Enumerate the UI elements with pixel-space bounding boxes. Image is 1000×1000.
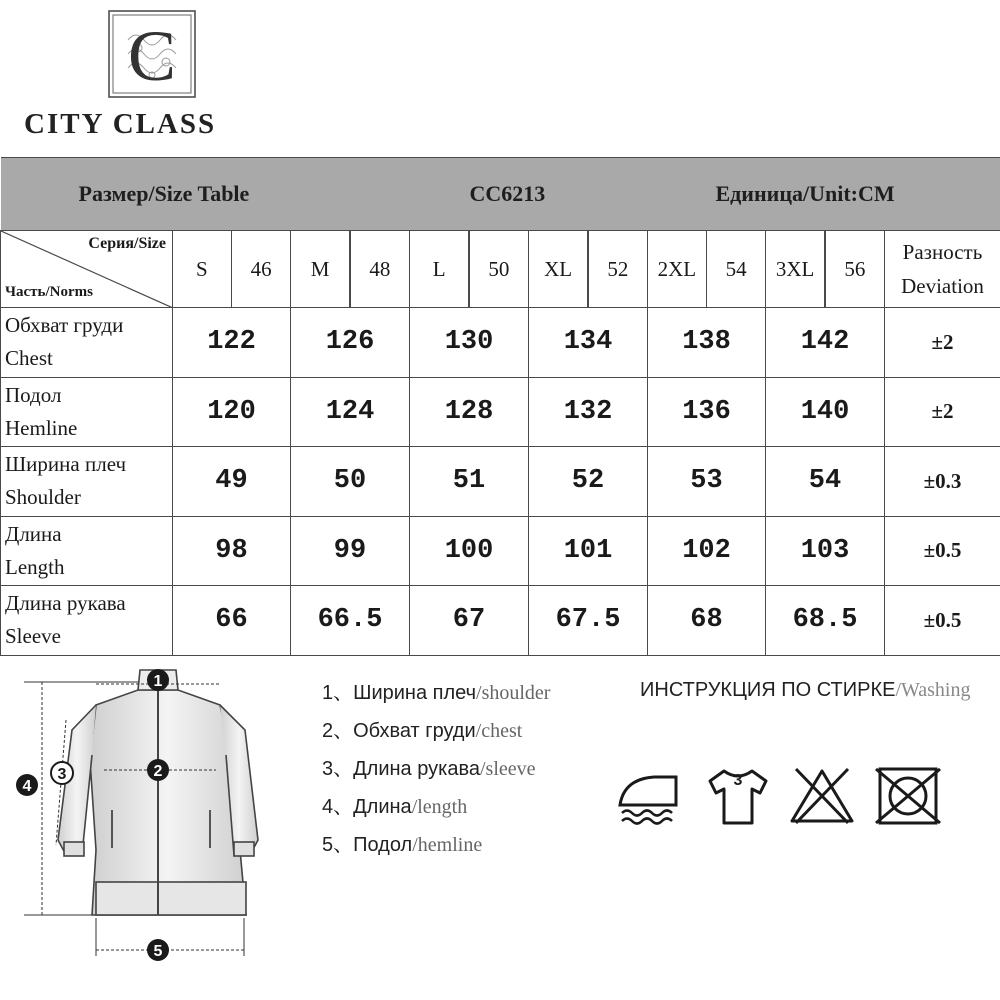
table-title: Размер/Size Table xyxy=(1,158,410,231)
legend-item xyxy=(322,678,602,716)
size-head-l xyxy=(410,231,529,308)
size-number: 48 xyxy=(369,256,391,281)
marker-4 xyxy=(16,774,38,796)
washing-title-ru: ИНСТРУКЦИЯ ПО СТИРКЕ xyxy=(640,679,896,701)
no-bleach-icon xyxy=(786,765,858,827)
no-tumble-dry-icon xyxy=(872,765,944,827)
wash-temp-label: 3 xyxy=(733,772,743,789)
row-label-en: Shoulder xyxy=(5,485,81,510)
table-cell: 102 xyxy=(648,516,766,586)
table-cell: 120 xyxy=(173,377,291,447)
washing-title xyxy=(640,679,971,702)
table-row-hemline xyxy=(1,377,1000,447)
size-number: 52 xyxy=(607,256,629,281)
size-head-xl xyxy=(529,231,648,308)
row-label-en: Chest xyxy=(5,346,53,371)
table-cell: 132 xyxy=(529,377,648,447)
table-cell: 103 xyxy=(766,516,885,586)
row-label xyxy=(1,586,173,656)
model-number: CC6213 xyxy=(410,158,648,231)
table-cell: 68 xyxy=(648,586,766,656)
svg-text:4: 4 xyxy=(22,778,32,795)
row-label-ru: Обхват груди xyxy=(5,313,124,338)
svg-text:2: 2 xyxy=(153,763,163,780)
table-cell: 99 xyxy=(291,516,410,586)
table-cell: 140 xyxy=(766,377,885,447)
legend-ru: Ширина плеч xyxy=(353,682,477,704)
measurement-legend xyxy=(322,678,602,868)
corner-norms-label: Часть/Norms xyxy=(5,284,93,300)
corner-series-label: Серия/Size xyxy=(88,235,166,252)
legend-num: 2、 xyxy=(322,720,354,742)
table-header-row xyxy=(1,158,1000,231)
brand-name: CITY CLASS xyxy=(24,108,217,140)
table-cell: 98 xyxy=(173,516,291,586)
legend-en: /chest xyxy=(475,720,523,742)
row-label xyxy=(1,447,173,517)
size-letter: 2XL xyxy=(657,256,697,281)
svg-text:3: 3 xyxy=(57,766,67,783)
legend-num: 5、 xyxy=(322,834,354,856)
svg-text:1: 1 xyxy=(153,673,163,690)
deviation-cell: ±2 xyxy=(885,377,1000,447)
size-number: 54 xyxy=(725,256,747,281)
legend-en: /shoulder xyxy=(476,682,551,704)
size-header-row xyxy=(1,231,1000,308)
legend-item xyxy=(322,754,602,792)
deviation-header-en: Deviation xyxy=(901,274,984,298)
table-cell: 124 xyxy=(291,377,410,447)
size-number: 56 xyxy=(844,256,866,281)
row-label xyxy=(1,308,173,378)
size-number: 50 xyxy=(488,256,510,281)
row-label xyxy=(1,377,173,447)
row-label-ru: Ширина плеч xyxy=(5,452,127,477)
deviation-cell: ±0.5 xyxy=(885,586,1000,656)
size-letter: XL xyxy=(544,256,573,281)
size-head-2xl xyxy=(648,231,766,308)
deviation-header-ru: Разность xyxy=(902,240,983,264)
legend-ru: Длина рукава xyxy=(353,758,480,780)
svg-text:C: C xyxy=(127,16,177,96)
table-cell: 134 xyxy=(529,308,648,378)
table-cell: 128 xyxy=(410,377,529,447)
size-head-m xyxy=(291,231,410,308)
row-label-ru: Подол xyxy=(5,382,62,407)
legend-num: 4、 xyxy=(322,796,354,818)
row-label-ru: Длина xyxy=(5,521,62,546)
table-cell: 68.5 xyxy=(766,586,885,656)
deviation-cell: ±0.3 xyxy=(885,447,1000,517)
table-cell: 54 xyxy=(766,447,885,517)
marker-1 xyxy=(147,669,169,691)
size-head-s xyxy=(173,231,291,308)
table-cell: 52 xyxy=(529,447,648,517)
legend-en: /length xyxy=(411,796,468,818)
marker-3 xyxy=(51,762,73,784)
deviation-cell: ±2 xyxy=(885,308,1000,378)
iron-icon xyxy=(614,765,686,827)
legend-ru: Длина xyxy=(353,796,412,818)
legend-item xyxy=(322,830,602,868)
table-row-length xyxy=(1,516,1000,586)
size-table xyxy=(0,157,1000,656)
table-row-sleeve xyxy=(1,586,1000,656)
legend-num: 1、 xyxy=(322,682,354,704)
row-label-ru: Длина рукава xyxy=(5,591,126,616)
marker-5 xyxy=(147,939,169,961)
size-letter: M xyxy=(310,256,330,281)
table-row-shoulder xyxy=(1,447,1000,517)
jacket-diagram xyxy=(0,660,290,1000)
legend-num: 3、 xyxy=(322,758,354,780)
table-cell: 67.5 xyxy=(529,586,648,656)
table-cell: 66.5 xyxy=(291,586,410,656)
table-cell: 66 xyxy=(173,586,291,656)
table-cell: 142 xyxy=(766,308,885,378)
table-cell: 136 xyxy=(648,377,766,447)
svg-text:5: 5 xyxy=(153,943,163,960)
legend-en: /sleeve xyxy=(479,758,536,780)
table-cell: 53 xyxy=(648,447,766,517)
unit-label: Единица/Unit:CM xyxy=(648,158,1000,231)
washing-title-en: /Washing xyxy=(895,679,971,701)
legend-ru: Подол xyxy=(353,834,413,856)
table-cell: 51 xyxy=(410,447,529,517)
legend-item xyxy=(322,716,602,754)
row-label-en: Hemline xyxy=(5,415,78,440)
brand-logo xyxy=(108,10,196,98)
size-letter: S xyxy=(196,256,208,281)
table-cell: 100 xyxy=(410,516,529,586)
row-label xyxy=(1,516,173,586)
table-cell: 138 xyxy=(648,308,766,378)
table-cell: 49 xyxy=(173,447,291,517)
size-letter: 3XL xyxy=(775,256,815,281)
table-cell: 126 xyxy=(291,308,410,378)
legend-en: /hemline xyxy=(412,834,483,856)
size-number: 46 xyxy=(250,256,272,281)
legend-item xyxy=(322,792,602,830)
row-label-en: Length xyxy=(5,554,65,579)
deviation-cell: ±0.5 xyxy=(885,516,1000,586)
corner-cell xyxy=(1,231,173,308)
size-head-3xl xyxy=(766,231,885,308)
size-letter: L xyxy=(432,256,446,281)
hand-wash-icon xyxy=(702,765,774,827)
table-cell: 101 xyxy=(529,516,648,586)
table-cell: 50 xyxy=(291,447,410,517)
marker-2 xyxy=(147,759,169,781)
table-cell: 67 xyxy=(410,586,529,656)
table-cell: 122 xyxy=(173,308,291,378)
table-cell: 130 xyxy=(410,308,529,378)
table-row-chest xyxy=(1,308,1000,378)
deviation-header xyxy=(885,231,1000,308)
row-label-en: Sleeve xyxy=(5,624,61,649)
legend-ru: Обхват груди xyxy=(353,720,476,742)
